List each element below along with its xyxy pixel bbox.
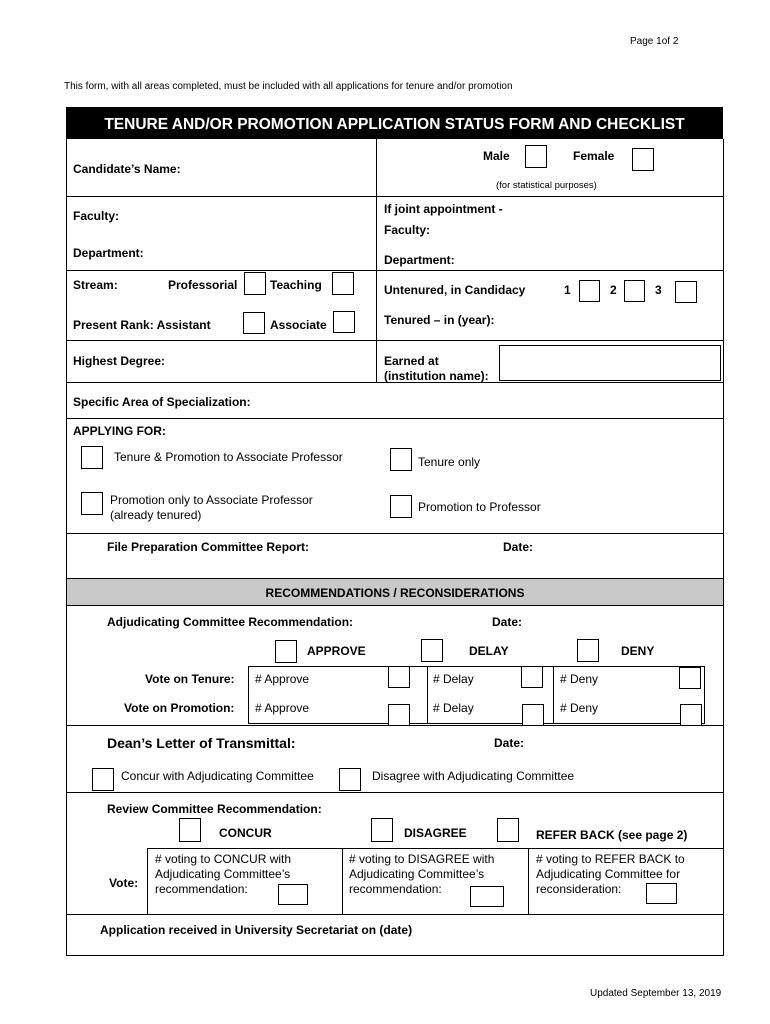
vote-tenure-label: Vote on Tenure: <box>145 672 235 686</box>
faculty-label: Faculty: <box>73 209 120 223</box>
highest-degree-label: Highest Degree: <box>73 354 166 368</box>
tenure-promotion-associate-checkbox[interactable] <box>81 446 103 469</box>
dean-date-label: Date: <box>494 736 525 750</box>
teaching-checkbox[interactable] <box>332 272 354 295</box>
vote-disagree-text: # voting to DISAGREE with Adjudicating Committee’s recommendation: <box>349 852 495 896</box>
file-preparation-date-label: Date: <box>503 540 534 554</box>
refer-back-checkbox[interactable] <box>497 818 519 842</box>
associate-checkbox[interactable] <box>333 311 355 333</box>
associate-label: Associate <box>270 318 327 332</box>
statistical-note: (for statistical purposes) <box>496 180 597 191</box>
female-checkbox[interactable] <box>632 148 654 171</box>
promotion-deny-field[interactable] <box>680 704 702 726</box>
candidate-name-label: Candidate’s Name: <box>73 162 181 176</box>
vote-concur-text: # voting to CONCUR with Adjudicating Committee’s recommendation: <box>155 852 292 896</box>
promotion-delay-field[interactable] <box>522 704 544 726</box>
professorial-label: Professorial <box>168 278 238 292</box>
refer-back-label: REFER BACK (see page 2) <box>536 828 688 842</box>
file-preparation-label: File Preparation Committee Report: <box>107 540 310 554</box>
promotion-approve-label: # Approve <box>255 701 310 715</box>
promotion-professor-label: Promotion to Professor <box>418 500 541 514</box>
present-rank-label: Present Rank: Assistant <box>73 318 211 332</box>
promotion-approve-field[interactable] <box>388 704 410 726</box>
joint-department-label: Department: <box>384 253 455 267</box>
concur-label: CONCUR <box>219 826 272 840</box>
department-label: Department: <box>73 246 144 260</box>
disagree-adjudicating-checkbox[interactable] <box>339 768 361 791</box>
vote-promotion-label: Vote on Promotion: <box>124 701 235 715</box>
tenure-delay-field[interactable] <box>521 666 543 688</box>
year-1-label: 1 <box>564 283 571 297</box>
year-2-checkbox[interactable] <box>624 280 645 302</box>
year-3-checkbox[interactable] <box>675 281 697 303</box>
promotion-professor-checkbox[interactable] <box>390 495 412 518</box>
tenure-only-label: Tenure only <box>418 455 481 469</box>
male-label: Male <box>483 149 510 163</box>
vote-disagree-field[interactable] <box>470 886 504 907</box>
tenure-promotion-associate-label: Tenure & Promotion to Associate Professor <box>114 450 343 464</box>
page-number: Page 1of 2 <box>630 36 679 47</box>
form-title: TENURE AND/OR PROMOTION APPLICATION STATUS FORM AND CHECKLIST <box>104 116 685 133</box>
vote-concur-field[interactable] <box>278 884 308 905</box>
assistant-checkbox[interactable] <box>243 312 265 334</box>
delay-label: DELAY <box>469 644 509 658</box>
concur-checkbox[interactable] <box>179 818 201 842</box>
disagree-checkbox[interactable] <box>371 818 393 842</box>
untenured-label: Untenured, in Candidacy <box>384 283 526 297</box>
male-checkbox[interactable] <box>525 145 547 168</box>
professorial-checkbox[interactable] <box>244 272 266 295</box>
promotion-associate-label: Promotion only to Associate Professor (already tenured) <box>110 493 313 522</box>
approve-checkbox[interactable] <box>275 640 297 663</box>
year-3-label: 3 <box>655 283 662 297</box>
year-2-label: 2 <box>610 283 617 297</box>
concur-adjudicating-label: Concur with Adjudicating Committee <box>121 769 314 783</box>
tenure-deny-label: # Deny <box>560 672 599 686</box>
stream-label: Stream: <box>73 278 118 292</box>
tenure-approve-field[interactable] <box>388 666 410 688</box>
disagree-adjudicating-label: Disagree with Adjudicating Committee <box>372 769 575 783</box>
joint-faculty-label: Faculty: <box>384 223 431 237</box>
dean-letter-label: Dean’s Letter of Transmittal: <box>107 735 296 751</box>
year-1-checkbox[interactable] <box>579 280 600 302</box>
joint-appointment-label: If joint appointment - <box>384 202 503 216</box>
deny-checkbox[interactable] <box>577 639 599 662</box>
tenure-deny-field[interactable] <box>679 667 701 689</box>
deny-label: DENY <box>621 644 655 658</box>
delay-checkbox[interactable] <box>421 639 443 662</box>
updated-date: Updated September 13, 2019 <box>590 988 722 999</box>
promotion-deny-label: # Deny <box>560 701 599 715</box>
female-label: Female <box>573 149 615 163</box>
applying-for-label: APPLYING FOR: <box>73 424 166 438</box>
vote-refer-field[interactable] <box>646 883 677 904</box>
concur-adjudicating-checkbox[interactable] <box>92 768 114 791</box>
institution-name-field[interactable] <box>499 345 721 381</box>
tenured-year-label: Tenured – in (year): <box>384 313 495 327</box>
approve-label: APPROVE <box>307 644 366 658</box>
review-committee-label: Review Committee Recommendation: <box>107 802 322 816</box>
tenure-delay-label: # Delay <box>433 672 474 686</box>
adjudicating-label: Adjudicating Committee Recommendation: <box>107 615 354 629</box>
adjudicating-date-label: Date: <box>492 615 523 629</box>
tenure-approve-label: # Approve <box>255 672 310 686</box>
recommendations-header: RECOMMENDATIONS / RECONSIDERATIONS <box>265 586 525 600</box>
tenure-only-checkbox[interactable] <box>390 448 412 471</box>
received-label: Application received in University Secretariat on (date) <box>100 923 413 937</box>
promotion-associate-checkbox[interactable] <box>81 492 103 515</box>
vote-label: Vote: <box>109 876 139 890</box>
earned-at-label: Earned at (institution name): <box>384 354 489 383</box>
teaching-label: Teaching <box>270 278 322 292</box>
vote-refer-text: # voting to REFER BACK to Adjudicating Committee for reconsideration: <box>536 852 685 896</box>
promotion-delay-label: # Delay <box>433 701 474 715</box>
intro-text: This form, with all areas completed, must be included with all applications for tenure and/or promotion <box>64 81 513 92</box>
specialization-label: Specific Area of Specialization: <box>73 395 251 409</box>
disagree-label: DISAGREE <box>404 826 467 840</box>
